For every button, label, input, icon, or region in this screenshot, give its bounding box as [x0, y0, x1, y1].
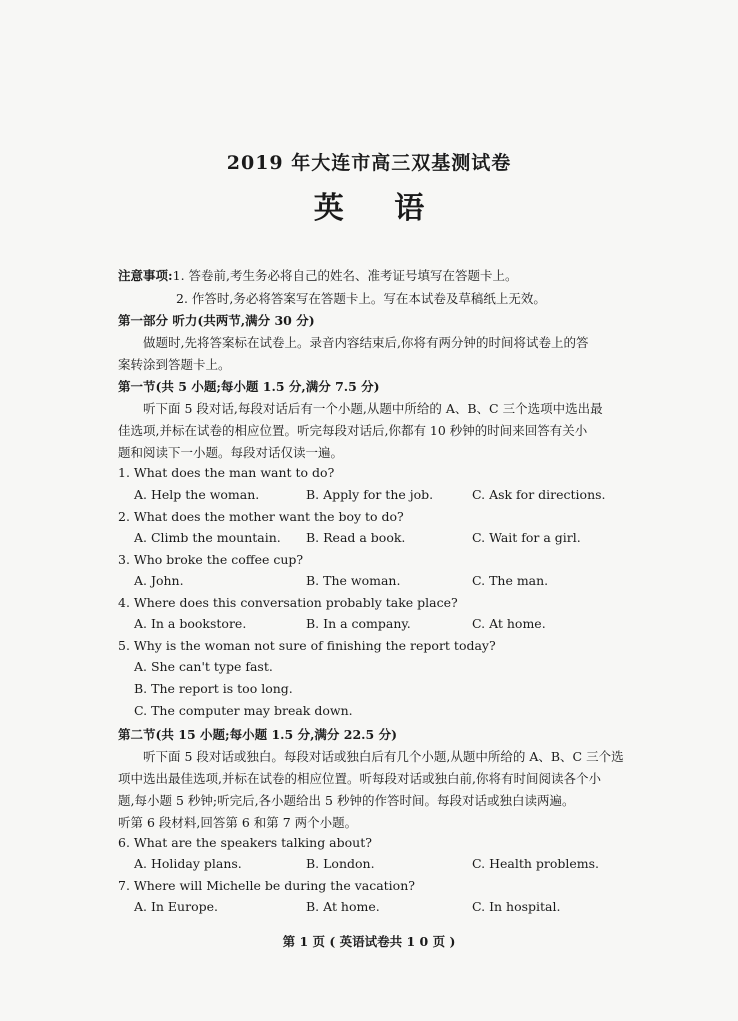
question-1-option-b: B. Apply for the job.	[306, 487, 434, 502]
question-3: 3. Who broke the coffee cup?	[118, 552, 304, 567]
page-footer: 第 1 页 ( 英语试卷共 1 0 页 )	[282, 934, 456, 949]
question-7-option-c: C. In hospital.	[472, 899, 561, 914]
section1-instruction-line-1: 听下面 5 段对话,每段对话后有一个小题,从题中所给的 A、B、C 三个选项中选出最	[143, 401, 603, 416]
section2-instruction-line-2: 项中选出最佳选项,并标在试卷的相应位置。听每段对话或独白前,你将有时间阅读各个小	[118, 771, 601, 786]
question-5-option-a: A. She can't type fast.	[134, 659, 273, 674]
question-4-option-a: A. In a bookstore.	[134, 616, 247, 631]
exam-title: 2019 年大连市高三双基测试卷	[226, 152, 512, 174]
question-1-option-a: A. Help the woman.	[134, 487, 260, 502]
section2-material: 听第 6 段材料,回答第 6 和第 7 两个小题。	[118, 815, 358, 830]
question-3-option-a: A. John.	[134, 573, 184, 588]
section2-instruction-line-3: 题,每小题 5 秒钟;听完后,各小题给出 5 秒钟的作答时间。每段对话或独白读两遍。	[118, 793, 575, 808]
part1-instruction-line-1: 做题时,先将答案标在试卷上。录音内容结束后,你将有两分钟的时间将试卷上的答	[143, 335, 589, 350]
question-4-option-b: B. In a company.	[306, 616, 411, 631]
section2-heading: 第二节(共 15 小题;每小题 1.5 分,满分 22.5 分)	[118, 727, 397, 742]
question-2: 2. What does the mother want the boy to do?	[118, 509, 404, 524]
question-5-option-c: C. The computer may break down.	[134, 703, 353, 718]
question-7-option-a: A. In Europe.	[134, 899, 218, 914]
question-2-option-c: C. Wait for a girl.	[472, 530, 581, 545]
question-3-option-b: B. The woman.	[306, 573, 401, 588]
notes-label: 注意事项:	[118, 268, 173, 283]
question-3-option-c: C. The man.	[472, 573, 549, 588]
question-6-option-b: B. London.	[306, 856, 375, 871]
notes-item-2: 2. 作答时,务必将答案写在答题卡上。写在本试卷及草稿纸上无效。	[176, 291, 546, 306]
question-5: 5. Why is the woman not sure of finishing the report today?	[118, 638, 496, 653]
question-1: 1. What does the man want to do?	[118, 465, 335, 480]
question-5-option-b: B. The report is too long.	[134, 681, 293, 696]
section2-instruction-line-1: 听下面 5 段对话或独白。每段对话或独白后有几个小题,从题中所给的 A、B、C 三个选	[143, 749, 624, 764]
exam-subject: 英 语	[313, 191, 445, 226]
question-6-option-a: A. Holiday plans.	[134, 856, 242, 871]
question-4-option-c: C. At home.	[472, 616, 546, 631]
part1-instruction-line-2: 案转涂到答题卡上。	[118, 357, 231, 372]
section1-instruction-line-3: 题和阅读下一小题。每段对话仅读一遍。	[118, 445, 344, 460]
question-2-option-a: A. Climb the mountain.	[134, 530, 281, 545]
question-2-option-b: B. Read a book.	[306, 530, 406, 545]
question-1-option-c: C. Ask for directions.	[472, 487, 606, 502]
question-6-option-c: C. Health problems.	[472, 856, 600, 871]
question-4: 4. Where does this conversation probably take place?	[118, 595, 458, 610]
part1-heading: 第一部分 听力(共两节,满分 30 分)	[118, 313, 315, 328]
question-6: 6. What are the speakers talking about?	[118, 835, 372, 850]
notes-item-1: 1. 答卷前,考生务必将自己的姓名、准考证号填写在答题卡上。	[172, 268, 518, 283]
notes-line-1	[118, 266, 518, 284]
question-7-option-b: B. At home.	[306, 899, 380, 914]
section1-heading: 第一节(共 5 小题;每小题 1.5 分,满分 7.5 分)	[118, 379, 380, 394]
section1-instruction-line-2: 佳选项,并标在试卷的相应位置。听完每段对话后,你都有 10 秒钟的时间来回答有关小	[118, 423, 588, 438]
question-7: 7. Where will Michelle be during the vacation?	[118, 878, 415, 893]
